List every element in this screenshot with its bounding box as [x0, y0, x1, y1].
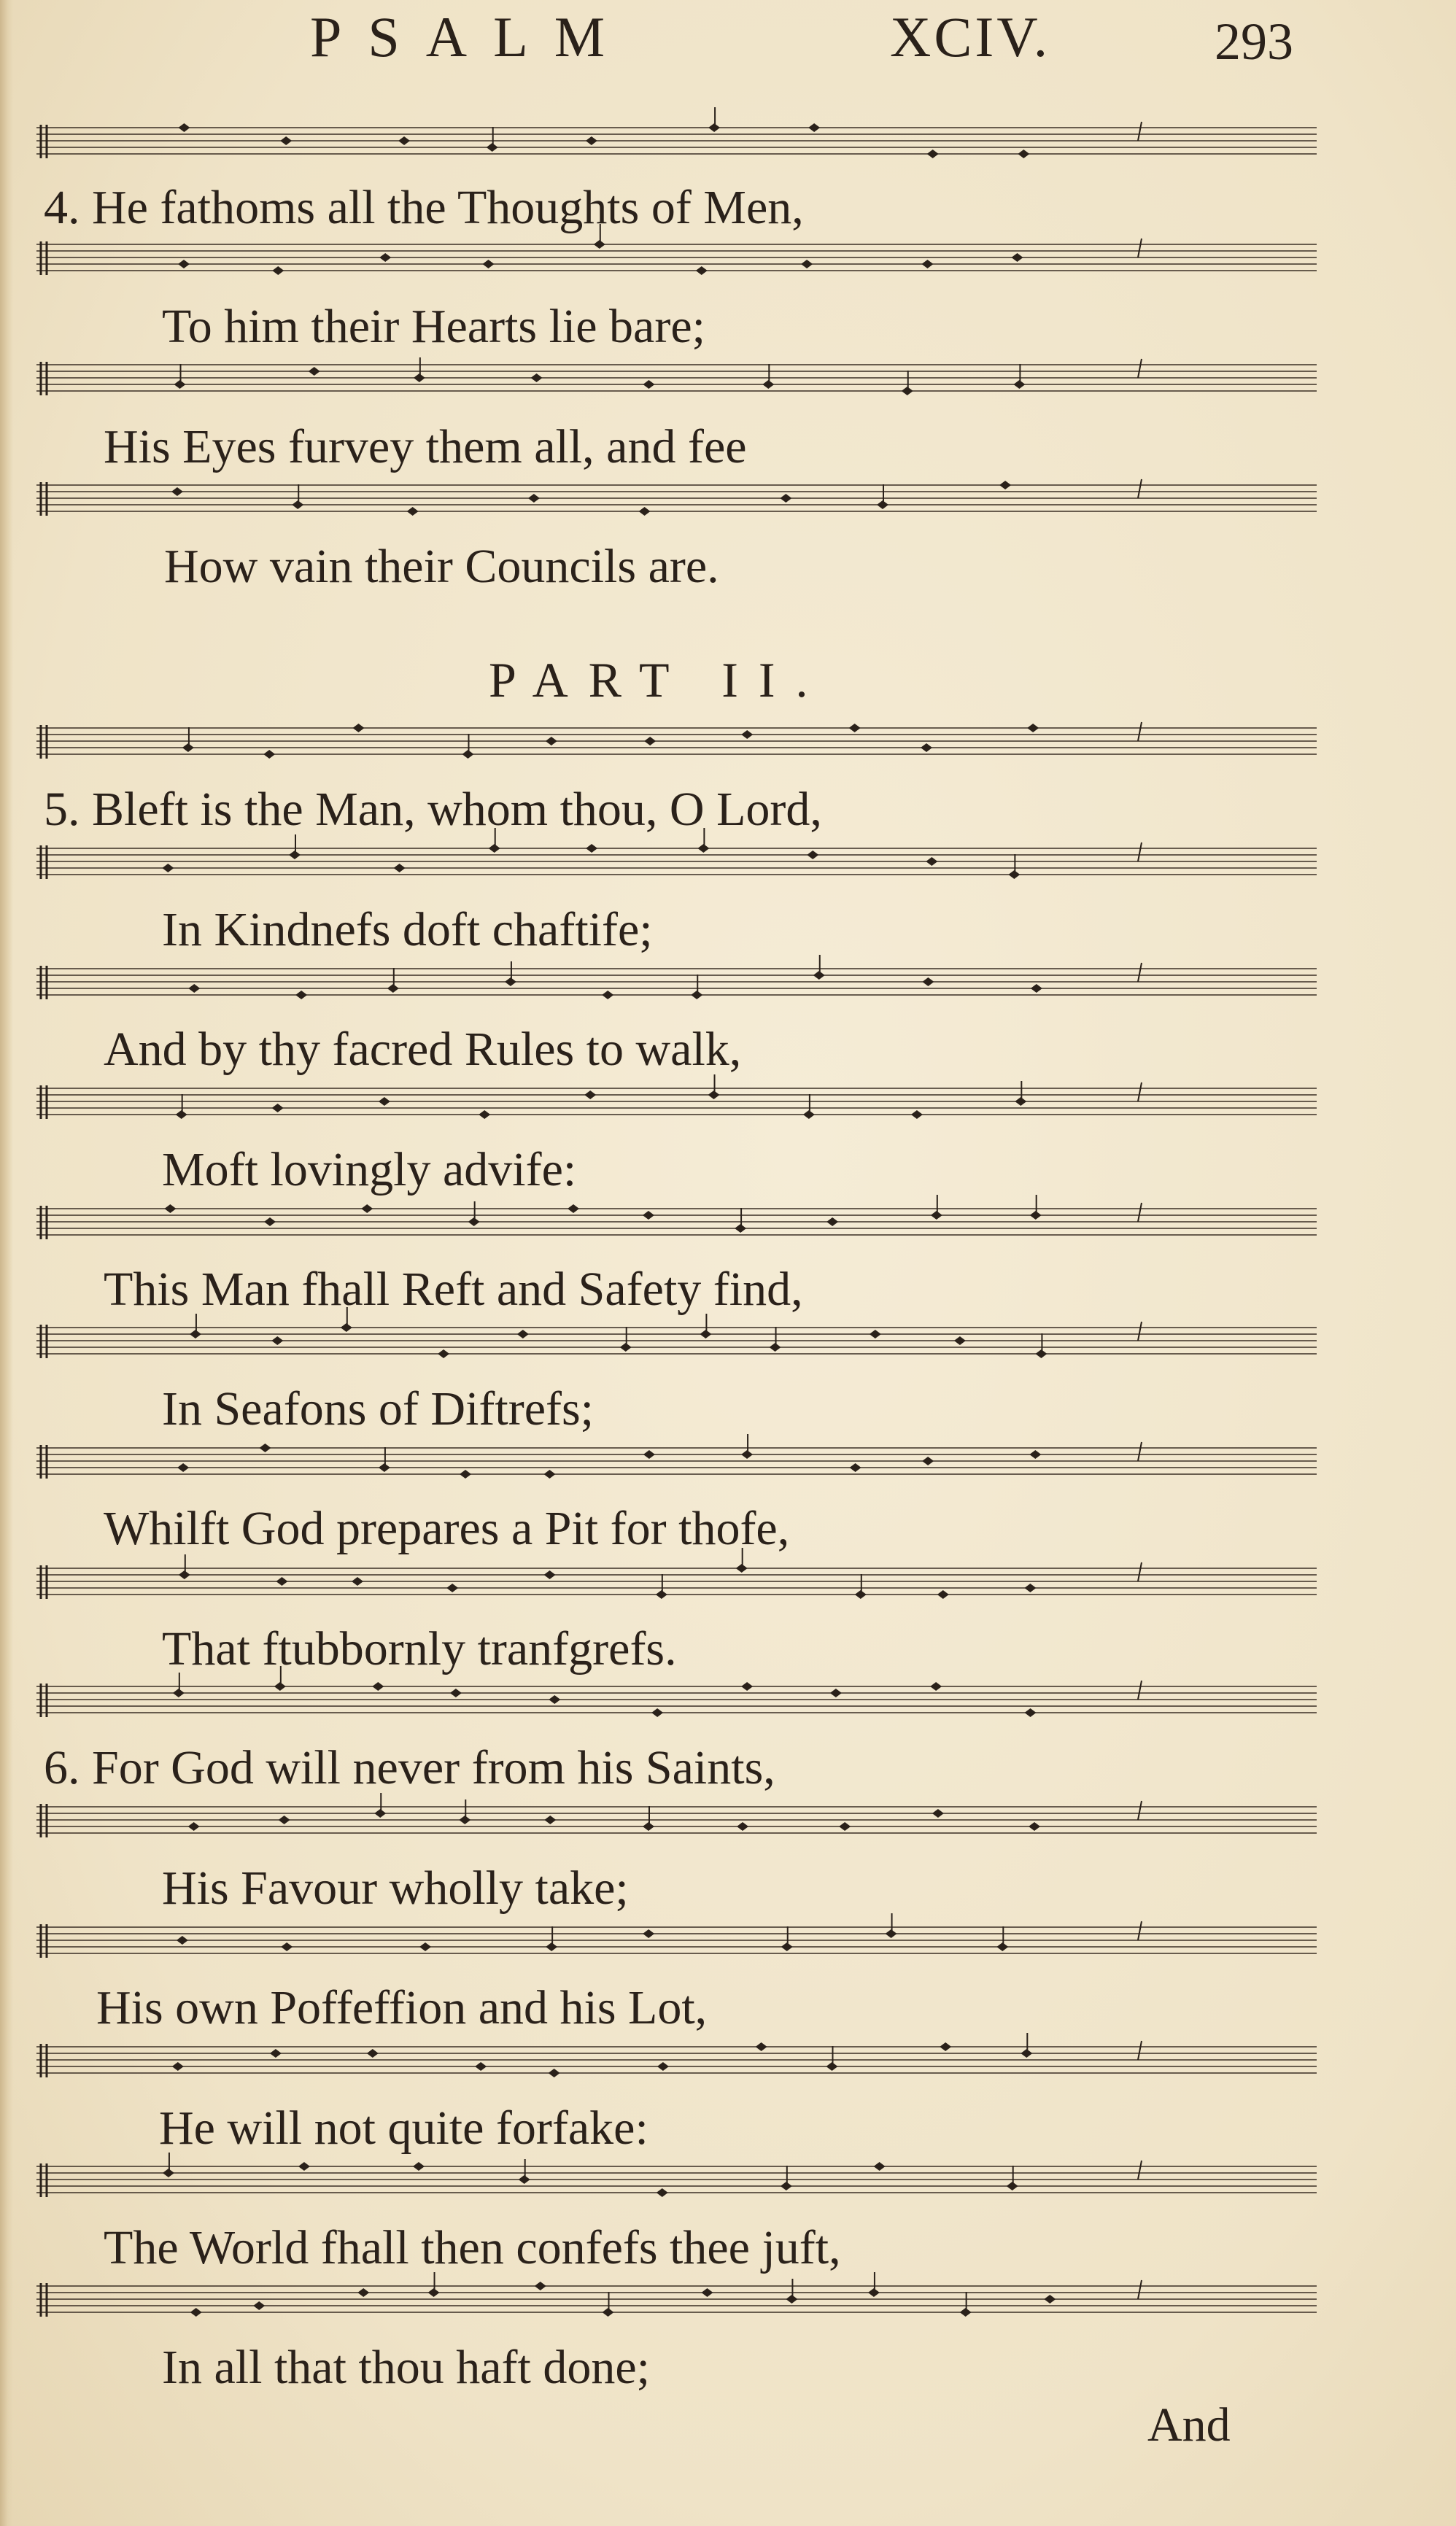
lyric-line: Whilft God prepares a Pit for thofe, — [104, 1502, 790, 1555]
staff — [36, 1074, 1317, 1119]
lyric-line: His Favour wholly take; — [162, 1861, 629, 1915]
staff — [36, 357, 1317, 395]
lyric-line: In Kindnefs doft chaftife; — [162, 903, 653, 956]
staff — [36, 1548, 1317, 1599]
staff — [36, 1195, 1317, 1239]
staff — [36, 722, 1317, 759]
page-number: 293 — [1215, 12, 1293, 71]
catchword: And — [1147, 2398, 1231, 2452]
lyric-line: 5. Bleft is the Man, whom thou, O Lord, — [44, 783, 822, 836]
lyric-line: To him their Hearts lie bare; — [162, 300, 705, 353]
staff — [36, 479, 1317, 516]
staff — [36, 107, 1317, 158]
lyric-line: And by thy facred Rules to walk, — [104, 1023, 742, 1076]
lyric-line: The World fhall then confefs thee juft, — [104, 2221, 841, 2274]
lyric-line: 6. For God will never from his Saints, — [44, 1741, 775, 1794]
running-title: PSALM — [310, 5, 632, 69]
staff — [36, 2153, 1317, 2197]
lyric-line: That ftubbornly tranfgrefs. — [162, 1622, 677, 1675]
staff — [36, 2272, 1317, 2317]
lyric-line: How vain their Councils are. — [164, 540, 719, 593]
lyric-line: His own Poffeffion and his Lot, — [96, 1981, 708, 2034]
staff — [36, 1913, 1317, 1958]
staff — [36, 1793, 1317, 1837]
psalm-number: XCIV. — [890, 5, 1051, 69]
lyric-line: This Man fhall Reft and Safety find, — [104, 1263, 803, 1316]
staff — [36, 2033, 1317, 2077]
part-heading: PART II. — [489, 652, 829, 708]
lyric-line: His Eyes furvey them all, and fee — [104, 420, 747, 473]
staff — [36, 955, 1317, 999]
lyric-line: Moft lovingly advife: — [162, 1143, 577, 1196]
lyric-line: In all that thou haft done; — [162, 2341, 650, 2394]
lyric-line: In Seafons of Diftrefs; — [162, 1382, 595, 1436]
lyric-line: He will not quite forfake: — [159, 2101, 648, 2155]
lyric-line: 4. He fathoms all the Thoughts of Men, — [44, 181, 804, 234]
staff — [36, 1434, 1317, 1479]
